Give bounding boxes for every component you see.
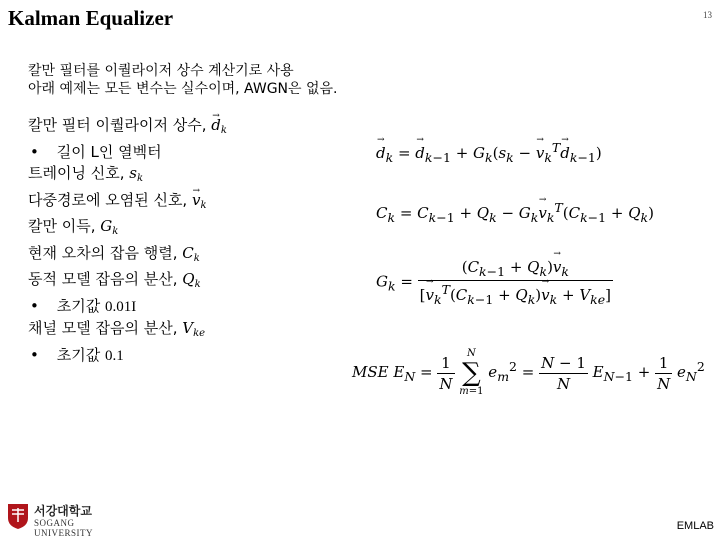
symbol-v-k: → $v_k$ (192, 191, 207, 209)
param-length (28, 142, 227, 164)
param-init-1 (28, 296, 227, 319)
param-gain (28, 216, 227, 243)
lab-name: EMLAB (676, 520, 714, 532)
equation-gain: $G_k$ = $\frac{(C_{k-1} + Q_k)\to v_k}{[\to v_k^T(C_{k-1} + Q_k)\to v_k + V_{ke}]}$ (376, 258, 613, 307)
param-coefficient-label: 칼만 필터 이퀄라이저 상수, (28, 116, 207, 134)
param-error-cov (28, 243, 227, 270)
university-name-ko: 서강대학교 (34, 504, 92, 518)
param-coefficient (28, 115, 227, 142)
university-name-en: SOGANG UNIVERSITY (34, 518, 93, 538)
param-dyn-noise-label: 동적 모델 잡음의 분산, (28, 270, 178, 288)
param-training-label: 트레이닝 신호, (28, 164, 125, 182)
param-error-cov-label: 현재 오차의 잡음 행렬, (28, 243, 178, 262)
mse-label: MSE (352, 363, 389, 381)
param-init-1-value: 0.01I (105, 298, 137, 315)
param-chan-noise-label: 채널 모델 잡음의 분산, (28, 319, 178, 337)
param-init-2-value: 0.1 (105, 347, 124, 364)
param-chan-noise (28, 318, 227, 345)
equation-mse: MSE $E_N$ = $\frac{1}{N}$ N ∑ m=1 $e_m^2$ = $\frac{N - 1}{N}$ $E_{N-1}$ + $\frac{1}{N}$ $e_N^2$ (352, 348, 705, 397)
gain-fraction: $\frac{(C_{k-1} + Q_k)\to v_k}{[\to v_k^T(C_{k-1} + Q_k)\to v_k + V_{ke}]}$ (418, 258, 613, 307)
university-logo (6, 502, 116, 538)
param-init-2 (28, 345, 227, 368)
intro-text (28, 62, 337, 98)
symbol-V-ke: $V_{ke}$ (182, 319, 206, 339)
param-multipath-label: 다중경로에 오염된 신호, (28, 190, 188, 209)
symbol-s-k: $s_k$ (129, 164, 144, 184)
param-dyn-noise (28, 269, 227, 296)
param-length-label: 길이 L인 열벡터 (56, 142, 162, 161)
symbol-Q-k: $Q_k$ (182, 270, 201, 290)
page-number: 13 (703, 10, 712, 20)
param-init-2-label: 초기값 (56, 345, 101, 364)
symbol-G-k: $G_k$ (100, 217, 119, 237)
intro-line-1: 칼만 필터를 이퀄라이저 상수 계산기로 사용 (28, 63, 294, 79)
university-emblem-icon (6, 502, 30, 530)
equation-coefficient-update: → $d_k$ = → $d_{k-1} + G_k(s_k$ − → $v_k^T\to d_{k-1}$) (376, 140, 602, 165)
parameter-list (28, 115, 227, 367)
slide-title: Kalman Equalizer (8, 6, 174, 30)
param-init-1-label: 초기값 (56, 296, 101, 315)
symbol-C-k: $C_k$ (182, 243, 200, 264)
intro-line-2: 아래 예제는 모든 변수는 실수이며, AWGN은 없음. (28, 81, 338, 97)
summation-symbol: N ∑ m=1 (459, 348, 484, 397)
param-multipath (28, 190, 227, 217)
param-gain-label: 칼만 이득, (28, 217, 96, 235)
equation-covariance-update: $C_k = C_{k-1} + Q_k - G_k\to v_k^T(C_{k-1} + Q_k)$ (376, 200, 654, 225)
symbol-d-k: → $d_k$ (211, 116, 227, 134)
